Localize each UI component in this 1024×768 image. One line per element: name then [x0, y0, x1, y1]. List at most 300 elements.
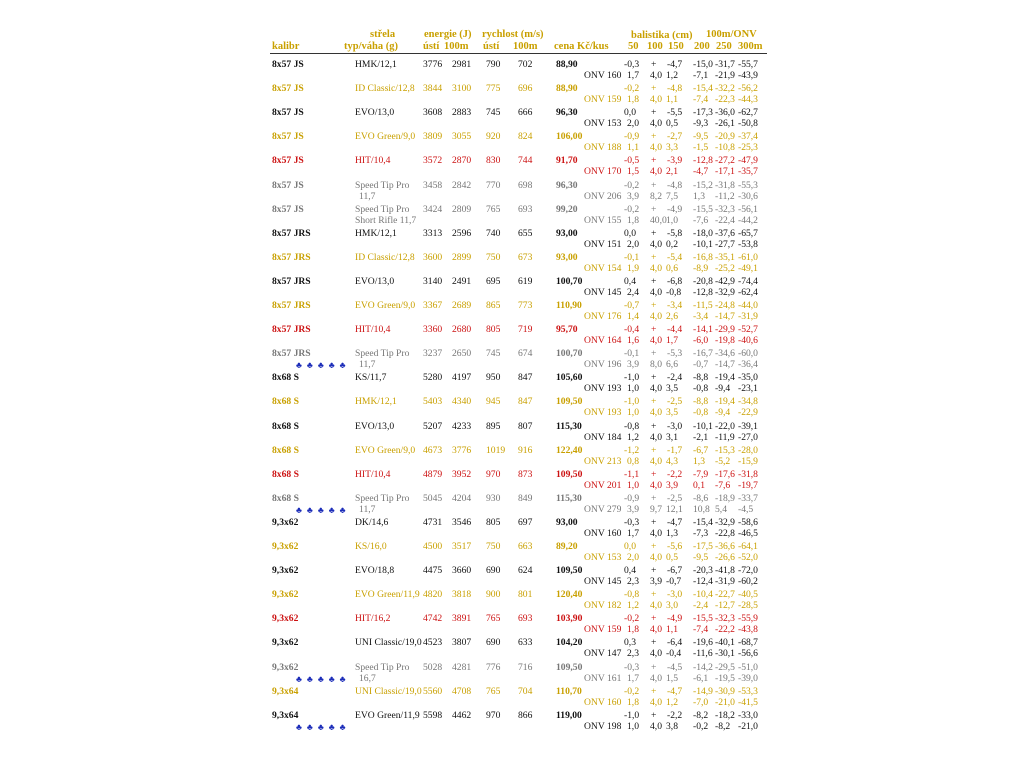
caliber-cell: 9,3x62	[272, 613, 299, 624]
onv-cell: ONV 279	[584, 504, 622, 515]
ballistics-onv-cell: -9,4	[715, 407, 731, 418]
header-energie: energie (J)	[424, 29, 472, 40]
velocity-muzzle-cell: 690	[486, 637, 501, 648]
ballistics-100m-cell: -0,3	[624, 59, 640, 70]
price-cell: 110,70	[556, 686, 582, 697]
ballistics-100m-cell: -37,4	[738, 131, 758, 142]
ballistics-onv-cell: -0,8	[693, 383, 709, 394]
ballistics-100m-cell: -4,9	[667, 613, 683, 624]
ballistics-onv-cell: 3,0	[666, 600, 678, 611]
velocity-muzzle-cell: 970	[486, 710, 501, 721]
energy-100m-cell: 2842	[452, 180, 472, 191]
velocity-muzzle-cell: 775	[486, 83, 501, 94]
onv-cell: ONV 196	[584, 359, 622, 370]
velocity-100m-cell: 824	[518, 131, 533, 142]
price-cell: 106,00	[556, 131, 583, 142]
bullet-weight-cell: Short Rifle 11,7	[355, 215, 417, 226]
ballistics-onv-cell: 4,0	[650, 383, 662, 394]
energy-muzzle-cell: 4523	[423, 637, 443, 648]
ballistics-100m-cell: -15,5	[693, 613, 713, 624]
energy-muzzle-cell: 5560	[423, 686, 443, 697]
ballistics-100m-cell: +	[651, 324, 657, 335]
ballistics-100m-cell: +	[651, 276, 657, 287]
ballistics-100m-cell: -34,6	[715, 348, 735, 359]
bullet-type-cell: UNI Classic/19,0	[355, 637, 422, 648]
ballistics-100m-cell: -0,4	[624, 324, 640, 335]
ballistics-onv-cell: 1,9	[627, 263, 639, 274]
ballistics-onv-cell: -8,9	[693, 263, 709, 274]
header-d200: 200	[694, 41, 710, 52]
velocity-muzzle-cell: 805	[486, 517, 501, 528]
energy-100m-cell: 4197	[452, 372, 472, 383]
ballistics-100m-cell: -35,1	[715, 252, 735, 263]
ballistics-onv-cell: -7,4	[693, 624, 709, 635]
ballistics-100m-cell: -65,7	[738, 228, 758, 239]
ballistics-onv-cell: -7,3	[693, 528, 709, 539]
ballistics-onv-cell: -52,0	[738, 552, 758, 563]
ballistics-100m-cell: -3,0	[667, 589, 683, 600]
velocity-muzzle-cell: 750	[486, 252, 501, 263]
ballistics-100m-cell: -4,9	[667, 204, 683, 215]
club-suit-icon: ♣♣♣♣♣	[296, 674, 351, 684]
ballistics-onv-cell: -6,1	[693, 673, 709, 684]
energy-100m-cell: 3660	[452, 565, 472, 576]
ballistics-onv-cell: 4,0	[650, 432, 662, 443]
onv-cell: ONV 193	[584, 407, 622, 418]
ballistics-100m-cell: -6,7	[693, 445, 709, 456]
caliber-cell: 8x57 JS	[272, 131, 304, 142]
ballistics-onv-cell: -22,9	[738, 407, 758, 418]
velocity-100m-cell: 719	[518, 324, 533, 335]
ballistics-onv-cell: 1,5	[627, 166, 639, 177]
ballistics-onv-cell: 3,5	[666, 407, 678, 418]
ballistics-100m-cell: -6,4	[667, 637, 683, 648]
ballistics-onv-cell: 4,0	[650, 70, 662, 81]
ballistics-100m-cell: -74,4	[738, 276, 758, 287]
bullet-type-cell: HIT/16,2	[355, 613, 391, 624]
ballistics-100m-cell: -32,3	[715, 613, 735, 624]
ballistics-100m-cell: -0,2	[624, 686, 640, 697]
velocity-muzzle-cell: 920	[486, 131, 501, 142]
ballistics-100m-cell: -8,8	[693, 396, 709, 407]
price-cell: 109,50	[556, 565, 583, 576]
energy-muzzle-cell: 3360	[423, 324, 443, 335]
ballistics-100m-cell: -9,5	[693, 131, 709, 142]
velocity-muzzle-cell: 900	[486, 589, 501, 600]
velocity-100m-cell: 674	[518, 348, 533, 359]
bullet-type-cell: EVO/13,0	[355, 276, 395, 287]
ballistics-100m-cell: -1,0	[624, 396, 640, 407]
ballistics-100m-cell: -44,0	[738, 300, 758, 311]
onv-cell: ONV 198	[584, 721, 622, 732]
ballistics-onv-cell: 2,1	[666, 166, 678, 177]
ballistics-100m-cell: 0,0	[624, 228, 636, 239]
velocity-100m-cell: 655	[518, 228, 533, 239]
ballistics-onv-cell: 1,8	[627, 697, 639, 708]
velocity-100m-cell: 698	[518, 180, 533, 191]
ballistics-onv-cell: -4,5	[738, 504, 754, 515]
ballistics-100m-cell: -72,0	[738, 565, 758, 576]
ballistics-100m-cell: -0,1	[624, 348, 640, 359]
ballistics-onv-cell: -21,9	[715, 70, 735, 81]
ballistics-100m-cell: -35,0	[738, 372, 758, 383]
ballistics-onv-cell: -25,2	[715, 263, 735, 274]
ballistics-100m-cell: -15,5	[693, 204, 713, 215]
energy-100m-cell: 4462	[452, 710, 472, 721]
velocity-100m-cell: 873	[518, 469, 533, 480]
ballistics-onv-cell: -19,7	[738, 480, 758, 491]
ballistics-100m-cell: -34,8	[738, 396, 758, 407]
ballistics-onv-cell: 8,0	[650, 359, 662, 370]
ballistics-100m-cell: -33,7	[738, 493, 758, 504]
price-cell: 122,40	[556, 445, 583, 456]
header-d300: 300m	[738, 41, 763, 52]
ballistics-100m-cell: -36,0	[715, 107, 735, 118]
ballistics-100m-cell: -4,7	[667, 686, 683, 697]
ballistics-onv-cell: 4,0	[650, 407, 662, 418]
price-cell: 110,90	[556, 300, 582, 311]
price-cell: 109,50	[556, 662, 583, 673]
ballistics-100m-cell: 0,3	[624, 637, 636, 648]
ballistics-100m-cell: -2,2	[667, 469, 683, 480]
ballistics-100m-cell: -32,2	[715, 83, 735, 94]
ballistics-100m-cell: -53,3	[738, 686, 758, 697]
ballistics-100m-cell: -11,5	[693, 300, 713, 311]
ballistics-onv-cell: -12,4	[693, 576, 713, 587]
velocity-muzzle-cell: 790	[486, 59, 501, 70]
bullet-type-cell: EVO/18,8	[355, 565, 395, 576]
caliber-cell: 9,3x62	[272, 662, 299, 673]
energy-muzzle-cell: 3424	[423, 204, 443, 215]
price-cell: 93,00	[556, 517, 578, 528]
ballistics-100m-cell: 0,0	[624, 107, 636, 118]
energy-100m-cell: 2680	[452, 324, 472, 335]
ballistics-100m-cell: -62,7	[738, 107, 758, 118]
ballistics-onv-cell: -22,8	[715, 528, 735, 539]
velocity-100m-cell: 693	[518, 613, 533, 624]
velocity-100m-cell: 696	[518, 83, 533, 94]
ballistics-100m-cell: -20,3	[693, 565, 713, 576]
ballistics-100m-cell: -2,5	[667, 493, 683, 504]
energy-muzzle-cell: 3600	[423, 252, 443, 263]
ballistics-onv-cell: 1,0	[627, 721, 639, 732]
ballistics-100m-cell: -31,7	[715, 59, 735, 70]
bullet-weight-cell: 11,7	[359, 504, 376, 515]
velocity-muzzle-cell: 970	[486, 469, 501, 480]
ballistics-onv-cell: -28,5	[738, 600, 758, 611]
ballistics-onv-cell: 4,0	[650, 335, 662, 346]
velocity-100m-cell: 866	[518, 710, 533, 721]
velocity-muzzle-cell: 750	[486, 541, 501, 552]
caliber-cell: 8x68 S	[272, 493, 299, 504]
ballistics-onv-cell: -35,7	[738, 166, 758, 177]
ballistics-100m-cell: -32,3	[715, 204, 735, 215]
ballistics-100m-cell: -5,5	[667, 107, 683, 118]
ballistics-onv-cell: -53,8	[738, 239, 758, 250]
ballistics-onv-cell: 1,1	[627, 142, 639, 153]
energy-100m-cell: 2650	[452, 348, 472, 359]
bullet-type-cell: HIT/10,4	[355, 469, 391, 480]
ballistics-onv-cell: 4,0	[650, 239, 662, 250]
ballistics-onv-cell: 1,1	[666, 624, 678, 635]
energy-100m-cell: 3100	[452, 83, 472, 94]
ballistics-onv-cell: -9,4	[715, 383, 731, 394]
ballistics-onv-cell: 0,5	[666, 118, 678, 129]
ballistics-onv-cell: -46,5	[738, 528, 758, 539]
ballistics-100m-cell: +	[651, 637, 657, 648]
velocity-muzzle-cell: 830	[486, 155, 501, 166]
velocity-100m-cell: 693	[518, 204, 533, 215]
ballistics-onv-cell: 4,0	[650, 697, 662, 708]
velocity-100m-cell: 704	[518, 686, 533, 697]
ballistics-onv-cell: 4,0	[650, 456, 662, 467]
ballistics-onv-cell: 0,8	[627, 456, 639, 467]
energy-100m-cell: 2809	[452, 204, 472, 215]
ballistics-onv-cell: -3,4	[693, 311, 709, 322]
velocity-100m-cell: 697	[518, 517, 533, 528]
caliber-cell: 8x57 JS	[272, 204, 304, 215]
ballistics-onv-cell: 8,2	[650, 191, 662, 202]
energy-muzzle-cell: 3140	[423, 276, 443, 287]
ballistics-onv-cell: -49,1	[738, 263, 758, 274]
ballistics-onv-cell: 3,9	[627, 359, 639, 370]
ballistics-onv-cell: -22,3	[715, 94, 735, 105]
ballistics-100m-cell: -2,7	[667, 131, 683, 142]
energy-100m-cell: 3055	[452, 131, 472, 142]
ballistics-onv-cell: -22,4	[715, 215, 735, 226]
ballistics-100m-cell: -27,2	[715, 155, 735, 166]
ballistics-onv-cell: -0,2	[693, 721, 709, 732]
velocity-muzzle-cell: 745	[486, 348, 501, 359]
ballistics-100m-cell: +	[651, 372, 657, 383]
ballistics-onv-cell: 40,0	[650, 215, 667, 226]
ballistics-onv-cell: 2,3	[627, 648, 639, 659]
ballistics-onv-cell: -40,6	[738, 335, 758, 346]
onv-cell: ONV 184	[584, 432, 622, 443]
energy-muzzle-cell: 5028	[423, 662, 443, 673]
ballistics-onv-cell: 4,0	[650, 311, 662, 322]
ballistics-100m-cell: -3,9	[667, 155, 683, 166]
bullet-type-cell: HIT/10,4	[355, 155, 391, 166]
onv-cell: ONV 155	[584, 215, 622, 226]
ballistics-100m-cell: -52,7	[738, 324, 758, 335]
ballistics-onv-cell: -4,7	[693, 166, 709, 177]
velocity-100m-cell: 666	[518, 107, 533, 118]
bullet-type-cell: ID Classic/12,8	[355, 83, 415, 94]
ballistics-100m-cell: +	[651, 204, 657, 215]
bullet-weight-cell: 11,7	[359, 359, 376, 370]
ballistics-onv-cell: -19,8	[715, 335, 735, 346]
ballistics-100m-cell: -47,9	[738, 155, 758, 166]
ballistics-100m-cell: -22,0	[715, 421, 735, 432]
ballistics-onv-cell: 4,0	[650, 721, 662, 732]
bullet-weight-cell: 16,7	[359, 673, 376, 684]
caliber-cell: 8x57 JS	[272, 180, 304, 191]
ballistics-onv-cell: -15,9	[738, 456, 758, 467]
velocity-muzzle-cell: 695	[486, 276, 501, 287]
bullet-type-cell: Speed Tip Pro	[355, 180, 410, 191]
bullet-type-cell: HMK/12,1	[355, 59, 397, 70]
ballistics-onv-cell: -27,0	[738, 432, 758, 443]
bullet-type-cell: EVO/13,0	[355, 421, 395, 432]
ballistics-100m-cell: -18,2	[715, 710, 735, 721]
energy-muzzle-cell: 4820	[423, 589, 443, 600]
ballistics-onv-cell: 1,2	[666, 70, 678, 81]
price-cell: 103,90	[556, 613, 583, 624]
velocity-100m-cell: 619	[518, 276, 533, 287]
bullet-type-cell: EVO Green/9,0	[355, 131, 416, 142]
ballistics-100m-cell: -8,2	[693, 710, 709, 721]
onv-cell: ONV 159	[584, 94, 622, 105]
velocity-muzzle-cell: 1019	[486, 445, 506, 456]
ballistics-onv-cell: 12,1	[666, 504, 683, 515]
price-cell: 95,70	[556, 324, 578, 335]
header-typ: typ/váha (g)	[344, 41, 398, 52]
ballistics-100m-cell: +	[651, 180, 657, 191]
ballistics-100m-cell: +	[651, 589, 657, 600]
ballistics-onv-cell: 4,0	[650, 552, 662, 563]
ballistics-onv-cell: 4,0	[650, 118, 662, 129]
ballistics-onv-cell: -32,9	[715, 287, 735, 298]
ballistics-onv-cell: -30,1	[715, 648, 735, 659]
ballistics-onv-cell: 1,0	[666, 215, 678, 226]
ballistics-100m-cell: +	[651, 155, 657, 166]
price-cell: 104,20	[556, 637, 583, 648]
ballistics-onv-cell: 2,0	[627, 239, 639, 250]
ballistics-onv-cell: -43,9	[738, 70, 758, 81]
ballistics-onv-cell: -12,7	[715, 600, 735, 611]
caliber-cell: 9,3x64	[272, 710, 299, 721]
ballistics-100m-cell: +	[651, 469, 657, 480]
ballistics-100m-cell: -0,9	[624, 493, 640, 504]
ballistics-100m-cell: -61,0	[738, 252, 758, 263]
ballistics-onv-cell: 1,0	[627, 407, 639, 418]
energy-muzzle-cell: 4673	[423, 445, 443, 456]
ballistics-100m-cell: -19,6	[693, 637, 713, 648]
ballistics-onv-cell: 1,8	[627, 94, 639, 105]
club-suit-icon: ♣♣♣♣♣	[296, 360, 351, 370]
ballistics-onv-cell: 1,4	[627, 311, 639, 322]
energy-muzzle-cell: 3313	[423, 228, 443, 239]
energy-100m-cell: 3776	[452, 445, 472, 456]
ballistics-100m-cell: -18,9	[715, 493, 735, 504]
ballistics-onv-cell: -1,5	[693, 142, 709, 153]
ballistics-100m-cell: -17,5	[693, 541, 713, 552]
ballistics-100m-cell: -29,5	[715, 662, 735, 673]
ballistics-onv-cell: -7,0	[693, 697, 709, 708]
ballistics-100m-cell: -18,0	[693, 228, 713, 239]
header-strela: střela	[370, 29, 396, 40]
price-cell: 109,50	[556, 396, 583, 407]
ballistics-onv-cell: -21,0	[738, 721, 758, 732]
ballistics-100m-cell: -0,2	[624, 180, 640, 191]
ballistics-onv-cell: -30,6	[738, 191, 758, 202]
ballistics-onv-cell: 1,2	[627, 600, 639, 611]
ballistics-onv-cell: -39,0	[738, 673, 758, 684]
ballistics-onv-cell: 4,0	[650, 600, 662, 611]
energy-100m-cell: 2689	[452, 300, 472, 311]
bullet-type-cell: EVO Green/9,0	[355, 300, 416, 311]
energy-muzzle-cell: 4879	[423, 469, 443, 480]
energy-muzzle-cell: 3608	[423, 107, 443, 118]
ballistics-onv-cell: -11,9	[715, 432, 735, 443]
energy-muzzle-cell: 5598	[423, 710, 443, 721]
energy-muzzle-cell: 3572	[423, 155, 443, 166]
ballistics-100m-cell: -1,2	[624, 445, 640, 456]
price-cell: 88,90	[556, 83, 578, 94]
ballistics-100m-cell: 0,4	[624, 276, 636, 287]
ballistics-onv-cell: -7,6	[715, 480, 731, 491]
header-rychlost: rychlost (m/s)	[482, 29, 544, 40]
ballistics-100m-cell: -14,2	[693, 662, 713, 673]
onv-cell: ONV 193	[584, 383, 622, 394]
energy-muzzle-cell: 4475	[423, 565, 443, 576]
bullet-type-cell: EVO Green/9,0	[355, 445, 416, 456]
onv-cell: ONV 147	[584, 648, 622, 659]
ballistics-100m-cell: -1,0	[624, 372, 640, 383]
ballistics-100m-cell: -58,6	[738, 517, 758, 528]
ballistics-100m-cell: -7,9	[693, 469, 709, 480]
ballistics-onv-cell: -7,6	[693, 215, 709, 226]
caliber-cell: 8x57 JRS	[272, 228, 311, 239]
price-cell: 93,00	[556, 252, 578, 263]
ballistics-100m-cell: -55,3	[738, 180, 758, 191]
price-cell: 115,30	[556, 493, 582, 504]
caliber-cell: 9,3x62	[272, 565, 299, 576]
caliber-cell: 8x57 JS	[272, 107, 304, 118]
ballistics-100m-cell: -8,8	[693, 372, 709, 383]
ballistics-onv-cell: -12,8	[693, 287, 713, 298]
ballistics-100m-cell: -0,8	[624, 421, 640, 432]
onv-cell: ONV 213	[584, 456, 622, 467]
energy-muzzle-cell: 3844	[423, 83, 443, 94]
caliber-cell: 9,3x62	[272, 589, 299, 600]
ballistics-onv-cell: 1,8	[627, 215, 639, 226]
onv-cell: ONV 160	[584, 528, 622, 539]
bullet-weight-cell: 11,7	[359, 191, 376, 202]
onv-cell: ONV 201	[584, 480, 622, 491]
energy-muzzle-cell: 3237	[423, 348, 443, 359]
energy-muzzle-cell: 5403	[423, 396, 443, 407]
caliber-cell: 8x57 JRS	[272, 276, 311, 287]
ballistics-100m-cell: -16,8	[693, 252, 713, 263]
ballistics-onv-cell: 3,1	[666, 432, 678, 443]
ballistics-100m-cell: +	[651, 686, 657, 697]
onv-cell: ONV 151	[584, 239, 622, 250]
energy-100m-cell: 2899	[452, 252, 472, 263]
header-v-usti: ústí	[483, 41, 500, 52]
energy-100m-cell: 2981	[452, 59, 472, 70]
ballistics-onv-cell: 4,0	[650, 648, 662, 659]
ballistics-100m-cell: -42,9	[715, 276, 735, 287]
price-cell: 93,00	[556, 228, 578, 239]
ballistics-onv-cell: 4,3	[666, 456, 678, 467]
energy-muzzle-cell: 3809	[423, 131, 443, 142]
ballistics-100m-cell: +	[651, 613, 657, 624]
caliber-cell: 9,3x62	[272, 517, 299, 528]
energy-muzzle-cell: 4742	[423, 613, 443, 624]
velocity-muzzle-cell: 765	[486, 686, 501, 697]
bullet-type-cell: HMK/12,1	[355, 228, 397, 239]
energy-100m-cell: 3546	[452, 517, 472, 528]
energy-muzzle-cell: 4731	[423, 517, 443, 528]
onv-cell: ONV 160	[584, 697, 622, 708]
ballistics-100m-cell: -0,2	[624, 83, 640, 94]
caliber-cell: 9,3x62	[272, 637, 299, 648]
ballistics-100m-cell: -68,7	[738, 637, 758, 648]
ballistics-100m-cell: -6,7	[667, 565, 683, 576]
ballistics-onv-cell: 3,9	[627, 504, 639, 515]
